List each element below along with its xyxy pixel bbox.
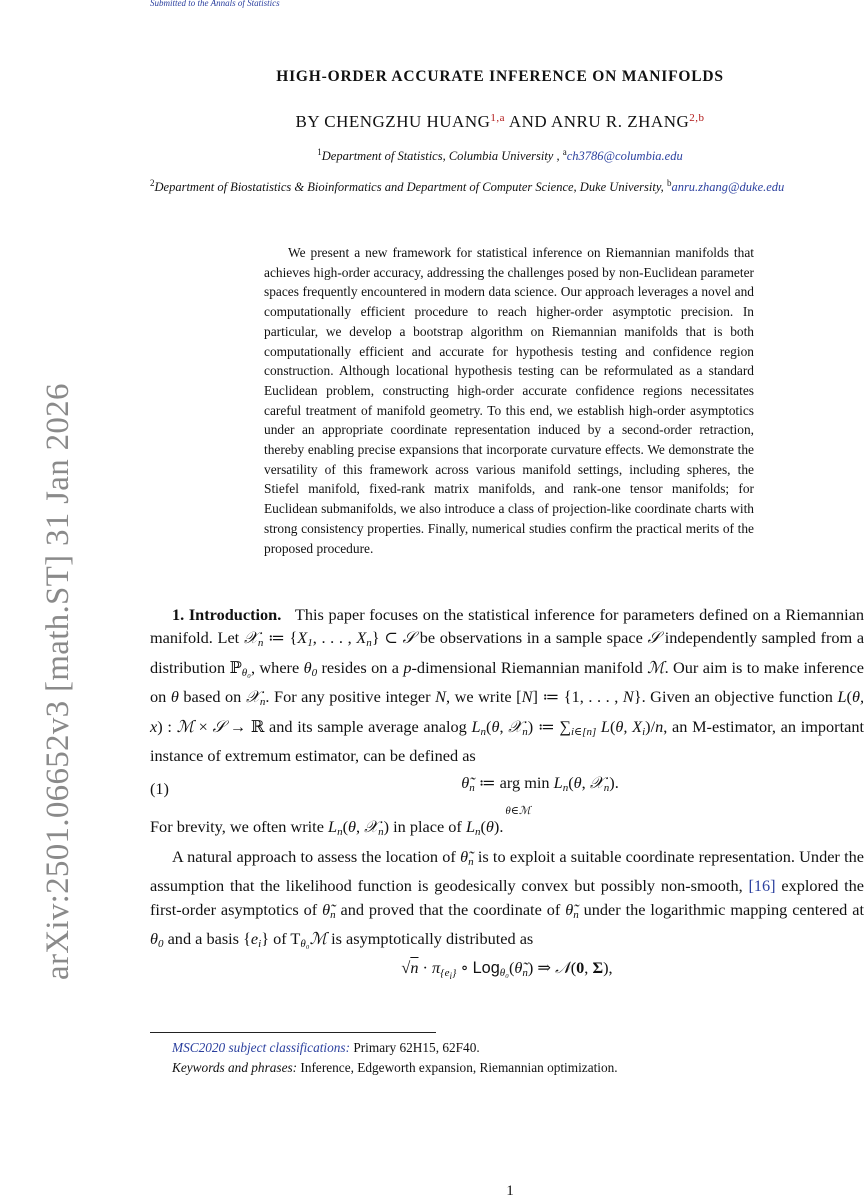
and-word: AND	[508, 112, 548, 131]
arxiv-identifier-stamp	[4, 290, 76, 990]
page-number: 1	[506, 1183, 514, 1199]
footnote-divider	[150, 1032, 436, 1033]
footnotes	[172, 1038, 862, 1078]
intro-paragraph-2: For brevity, we often write $L_n(\theta$, 𝒳$_n$) in place of $L_n(\theta)$.	[150, 817, 504, 839]
keywords-footnote: Keywords and phrases: Inference, Edgeworth expansion, Riemannian optimization.	[172, 1060, 618, 1075]
equation-1	[150, 767, 864, 815]
author-2: ANRU R. ZHANG	[551, 112, 690, 131]
intro-paragraph-1: 1. Introduction. This paper focuses on the statistical inference for parameters defined on a Riemannian manifold. Let 𝒳$_n$ ≔ {$X_1$, . . . , $X_n$} ⊂ 𝒮 be observations in a sample space 𝒮 independently sampled from a distribution ℙ$_{\theta_0}$, where $\theta_0$ resides on a p-dimensional Riemannian manifold ℳ. Our aim is to make inference on θ based on 𝒳$_n$. For any positive integer N, we write [N] ≔ {1, . . . , N}. Given an objective function L(θ, x) : ℳ × 𝒮 → ℝ and its sample average analog $L_n(\theta$, 𝒳$_n$) ≔ $\sum_{i\in[n]}$ L(θ, $X_i)/n$, an M-estimator, an important instance of extremum estimator, can be defined as	[150, 605, 865, 766]
email-link-1[interactable]: ch3786@columbia.edu	[566, 149, 683, 163]
msc-footnote: MSC2020 subject classifications: Primary 62H15, 62F40.	[172, 1040, 480, 1055]
author-line	[0, 112, 866, 132]
equation-1-label: (1)	[150, 779, 169, 799]
submission-note: Submitted to the Annals of Statistics	[150, 0, 280, 8]
msc-link[interactable]: MSC2020 subject classifications:	[172, 1040, 351, 1055]
abstract-text: We present a new framework for statistical inference on Riemannian manifolds that achieves high-order accuracy, addressing the challenges posed by non-Euclidean parameter spaces frequently encountered in modern data science. Our approach leverages a novel and computationally efficient procedure to reach higher-order asymptotic precision. In particular, we develop a bootstrap algorithm on Riemannian manifolds that is both computationally efficient and accurate for hypothesis testing and confidence region construction. Although locational hypothesis testing can be reformulated as a standard Euclidean problem, constructing high-order accurate confidence regions necessitates careful treatment of manifold geometry. To this end, we establish high-order asymptotics under an appropriate coordinate representation induced by a second-order retraction, thereby enabling precise expansions that incorporate curvature effects. We demonstrate the versatility of this framework across various manifold settings, including spheres, the Stiefel manifold, fixed-rank matrix manifolds, and rank-one tensor manifolds; for Euclidean submanifolds, we also introduce a class of projection-like coordinate charts with strong consistency properties. Finally, numerical studies confirm the practical merits of the proposed procedure.	[264, 245, 754, 556]
abstract	[264, 243, 754, 558]
author-1: CHENGZHU HUANG	[324, 112, 491, 131]
intro-paragraph-3: A natural approach to assess the location of $\thetã_n$ is to exploit a suitable coordinate representation. Under the assumption that the likelihood function is geodesically convex but possibly non-smooth, [16] explored the first-order asymptotics of $\thetã_n$ and proved that the coordinate of $\thetã_n$ under the logarithmic mapping centered at $\theta_0$ and a basis $\{e_i\}$ of $T_{\theta_0}ℳ$ is asymptotically distributed as	[150, 846, 864, 951]
by-word: BY	[295, 112, 320, 131]
paper-title: HIGH-ORDER ACCURATE INFERENCE ON MANIFOLDS	[276, 68, 724, 85]
introduction-section	[150, 603, 864, 996]
email-link-2[interactable]: anru.zhang@duke.edu	[671, 180, 785, 194]
affiliation-2: $^2$Department of Biostatistics & Bioinformatics and Department of Computer Science, Duke University, $^b$anru.zhang@duke.edu	[150, 178, 785, 194]
arxiv-identifier: arXiv:2501.06652v3 [math.ST] 31 Jan 2026	[40, 383, 76, 980]
equation-2: $√n \cdot \pi_{\{e_i\}}$ ∘ $Log_{\theta_0}(\thetã_n)$ ⇒ 𝒩(0, Σ),	[401, 958, 613, 982]
affiliation-1: $^1$Department of Statistics, Columbia University , $^a$ch3786@columbia.edu	[317, 147, 683, 163]
equation-1-formula: $\thetã_n$ ≔ arg $\min L_n(\theta$, 𝒳$_n$). $^{\theta\in ℳ}$	[461, 773, 619, 817]
author-2-mark: 2,b	[689, 112, 705, 124]
citation-16[interactable]: [16]	[748, 876, 776, 896]
author-1-mark: 1,a	[490, 112, 506, 124]
section-heading: 1. Introduction.	[172, 605, 282, 624]
